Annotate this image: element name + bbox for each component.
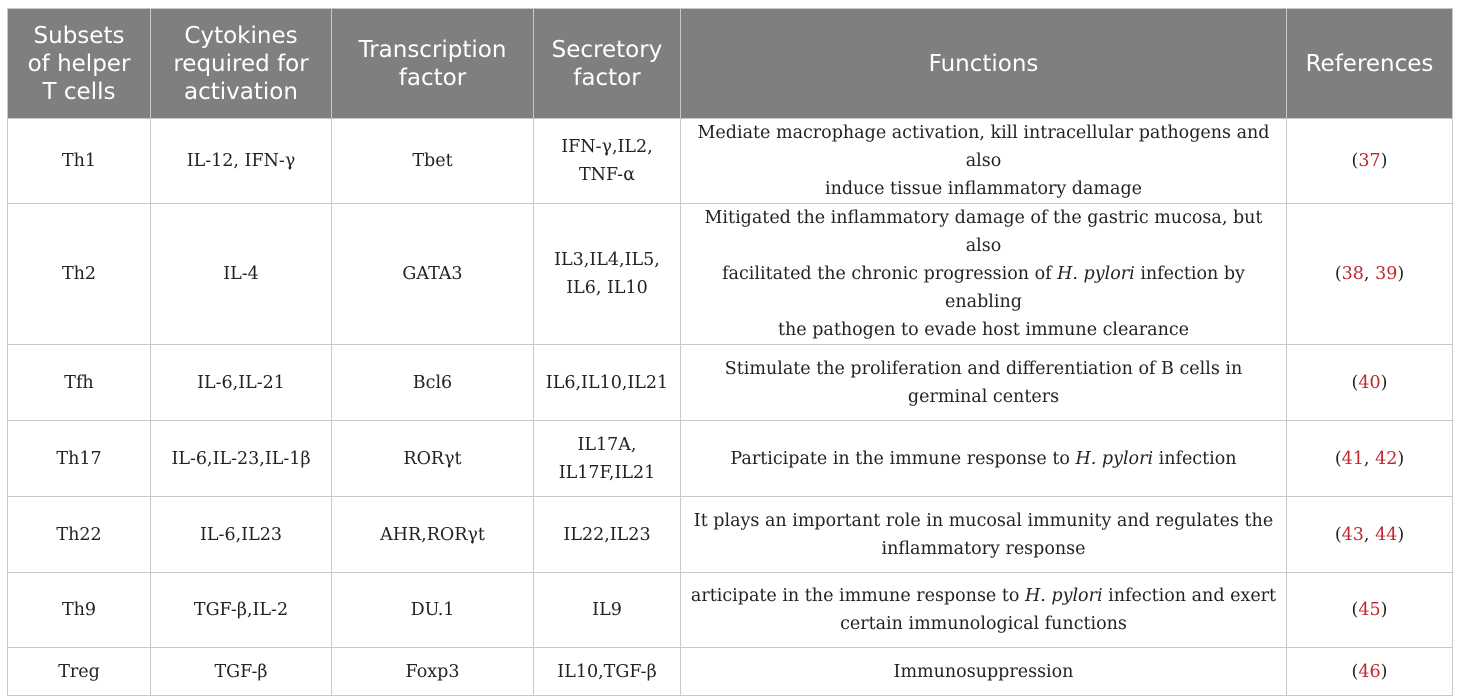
cell-subset: Th17 [8, 421, 151, 497]
table-row [8, 421, 1453, 497]
cell-transcription-factor: Tbet [332, 119, 534, 204]
cell-references: (43, 44) [1287, 497, 1453, 573]
table-row [8, 573, 1453, 648]
reference-link[interactable]: 45 [1358, 600, 1381, 620]
cell-cytokines: TGF-β [151, 648, 332, 696]
reference-link[interactable]: 41 [1341, 448, 1364, 469]
cell-cytokines: IL-12, IFN-γ [151, 119, 332, 204]
reference-link[interactable]: 39 [1375, 264, 1398, 284]
cell-subset: Tfh [8, 345, 151, 421]
cell-transcription-factor: AHR,RORγt [332, 497, 534, 573]
cell-transcription-factor: DU.1 [332, 573, 534, 648]
reference-link[interactable]: 46 [1358, 661, 1381, 682]
cell-functions: Stimulate the proliferation and differentiation of B cells in germinal centers [681, 345, 1287, 421]
cell-functions: Immunosuppression [681, 648, 1287, 696]
cell-functions: Mediate macrophage activation, kill intracellular pathogens and also induce tissue inflammatory damage [681, 119, 1287, 204]
cell-references: (41, 42) [1287, 421, 1453, 497]
cell-subset: Treg [8, 648, 151, 696]
cell-secretory-factor: IL17A, IL17F,IL21 [534, 421, 681, 497]
cell-functions: articipate in the immune response to H. pylori infection and exert certain immunological functions [681, 573, 1287, 648]
reference-link[interactable]: 37 [1358, 151, 1381, 171]
header-references: References [1287, 9, 1453, 119]
header-functions: Functions [681, 9, 1287, 119]
cell-secretory-factor: IFN-γ,IL2, TNF-α [534, 119, 681, 204]
reference-link[interactable]: 38 [1341, 264, 1364, 284]
table-row [8, 345, 1453, 421]
cell-cytokines: IL-4 [151, 204, 332, 345]
cell-cytokines: IL-6,IL-23,IL-1β [151, 421, 332, 497]
cell-secretory-factor: IL3,IL4,IL5, IL6, IL10 [534, 204, 681, 345]
cell-references: (45) [1287, 573, 1453, 648]
cell-cytokines: TGF-β,IL-2 [151, 573, 332, 648]
table-row [8, 204, 1453, 345]
reference-link[interactable]: 42 [1375, 448, 1398, 469]
reference-link[interactable]: 40 [1358, 372, 1381, 393]
cell-functions: It plays an important role in mucosal immunity and regulates the inflammatory response [681, 497, 1287, 573]
header-secretory-factor: Secretory factor [534, 9, 681, 119]
cell-secretory-factor: IL22,IL23 [534, 497, 681, 573]
cell-references: (40) [1287, 345, 1453, 421]
cell-cytokines: IL-6,IL-21 [151, 345, 332, 421]
cell-subset: Th2 [8, 204, 151, 345]
cell-references: (46) [1287, 648, 1453, 696]
cell-references: (38, 39) [1287, 204, 1453, 345]
cell-transcription-factor: Bcl6 [332, 345, 534, 421]
cell-transcription-factor: GATA3 [332, 204, 534, 345]
cell-secretory-factor: IL6,IL10,IL21 [534, 345, 681, 421]
cell-subset: Th1 [8, 119, 151, 204]
header-transcription-factor: Transcription factor [332, 9, 534, 119]
reference-link[interactable]: 43 [1341, 524, 1364, 545]
cell-secretory-factor: IL10,TGF-β [534, 648, 681, 696]
cell-subset: Th9 [8, 573, 151, 648]
cell-functions: Mitigated the inflammatory damage of the gastric mucosa, but also facilitated the chronic progression of H. pylori infection by enabling the pathogen to evade host immune clearance [681, 204, 1287, 345]
header-row [8, 9, 1453, 119]
table-row [8, 497, 1453, 573]
cell-secretory-factor: IL9 [534, 573, 681, 648]
cell-cytokines: IL-6,IL23 [151, 497, 332, 573]
table-row [8, 648, 1453, 696]
header-subsets: Subsets of helper T cells [8, 9, 151, 119]
cell-references: (37) [1287, 119, 1453, 204]
header-cytokines: Cytokines required for activation [151, 9, 332, 119]
cell-transcription-factor: RORγt [332, 421, 534, 497]
table-row [8, 119, 1453, 204]
cell-subset: Th22 [8, 497, 151, 573]
t-cell-subsets-table [7, 8, 1453, 696]
cell-functions: Participate in the immune response to H. pylori infection [681, 421, 1287, 497]
reference-link[interactable]: 44 [1375, 524, 1398, 545]
cell-transcription-factor: Foxp3 [332, 648, 534, 696]
